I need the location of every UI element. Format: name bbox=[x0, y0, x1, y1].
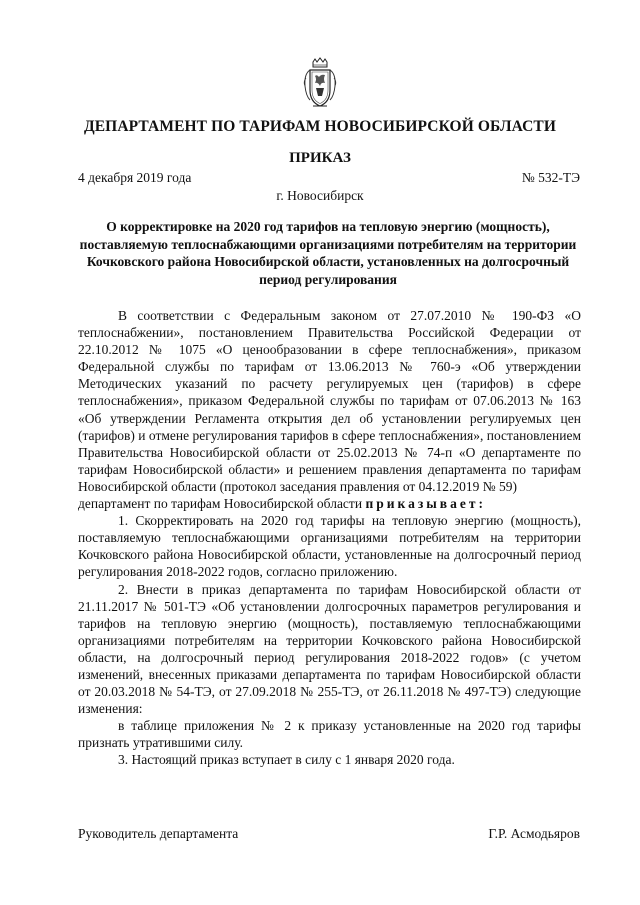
order-subject: О корректировке на 2020 год тарифов на тепловую энергию (мощность), поставляемую теплоснабжающими организациями потребителям на территории Кочковского района Новосибирской области, установленных на долгосрочный период регулирования bbox=[79, 219, 577, 287]
preamble-paragraph: В соответствии с Федеральным законом от 27.07.2010 № 190-ФЗ «О теплоснабжении», постановлением Правительства Российской Федерации от 22.10.2012 № 1075 «О ценообразовании в сфере теплоснабжения», приказом Федеральной службы по тарифам от 13.06.2013 № 760-э «Об утверждении Методических указаний по расчету регулируемых цен (тарифов) в сфере теплоснабжения», приказом Федеральной службы по тарифам от 07.06.2013 № 163 «Об утверждении Регламента открытия дел об установлении регулируемых цен (тарифов) и отмене регулирования тарифов в сфере теплоснабжения», постановлением Правительства Новосибирской области от 25.02.2013 № 74-п «О департаменте по тарифам Новосибирской области» и решением правления департамента по тарифам Новосибирской области (протокол заседания правления от 04.12.2019 № 59) bbox=[78, 308, 581, 494]
order-date: 4 декабря 2019 года bbox=[78, 170, 192, 185]
department-heading: ДЕПАРТАМЕНТ ПО ТАРИФАМ НОВОСИБИРСКОЙ ОБЛАСТИ bbox=[83, 118, 557, 135]
orders-paragraph bbox=[78, 495, 581, 512]
orders-lead: департамент по тарифам Новосибирской области bbox=[78, 496, 366, 512]
order-city: г. Новосибирск bbox=[276, 188, 364, 203]
signature-position: Руководитель департамента bbox=[78, 826, 239, 841]
item-2-sub-paragraph: в таблице приложения № 2 к приказу установленные на 2020 год тарифы признать утратившими силу. bbox=[78, 718, 581, 751]
order-number: № 532-ТЭ bbox=[521, 170, 580, 185]
order-body bbox=[78, 307, 581, 769]
signature-name: Г.Р. Асмодьяров bbox=[488, 826, 580, 841]
orders-word: приказывает: bbox=[365, 496, 486, 512]
item-3-paragraph: 3. Настоящий приказ вступает в силу с 1 января 2020 года. bbox=[118, 752, 455, 768]
order-title: ПРИКАЗ bbox=[289, 150, 351, 166]
item-2-paragraph: 2. Внести в приказ департамента по тарифам Новосибирской области от 21.11.2017 № 501-ТЭ «Об установлении долгосрочных параметров регулирования и тарифов на тепловую энергию (мощность), поставляемую теплоснабжающими организациями потребителям на территории Кочковского района Новосибирской области, на долгосрочный период регулирования 2018-2022 годов» (с учетом изменений, внесенных приказами департамента по тарифам Новосибирской области от 20.03.2018 № 54-ТЭ, от 27.09.2018 № 255-ТЭ, от 26.11.2018 № 497-ТЭ) следующие изменения: bbox=[78, 581, 581, 717]
item-1-paragraph: 1. Скорректировать на 2020 год тарифы на тепловую энергию (мощность), поставляемую теплоснабжающими организациями потребителям на территории Кочковского района Новосибирской области, установленные на долгосрочный период регулирования 2018-2022 годов, согласно приложению. bbox=[78, 513, 581, 580]
novosibirsk-coat-of-arms-icon bbox=[301, 56, 339, 108]
